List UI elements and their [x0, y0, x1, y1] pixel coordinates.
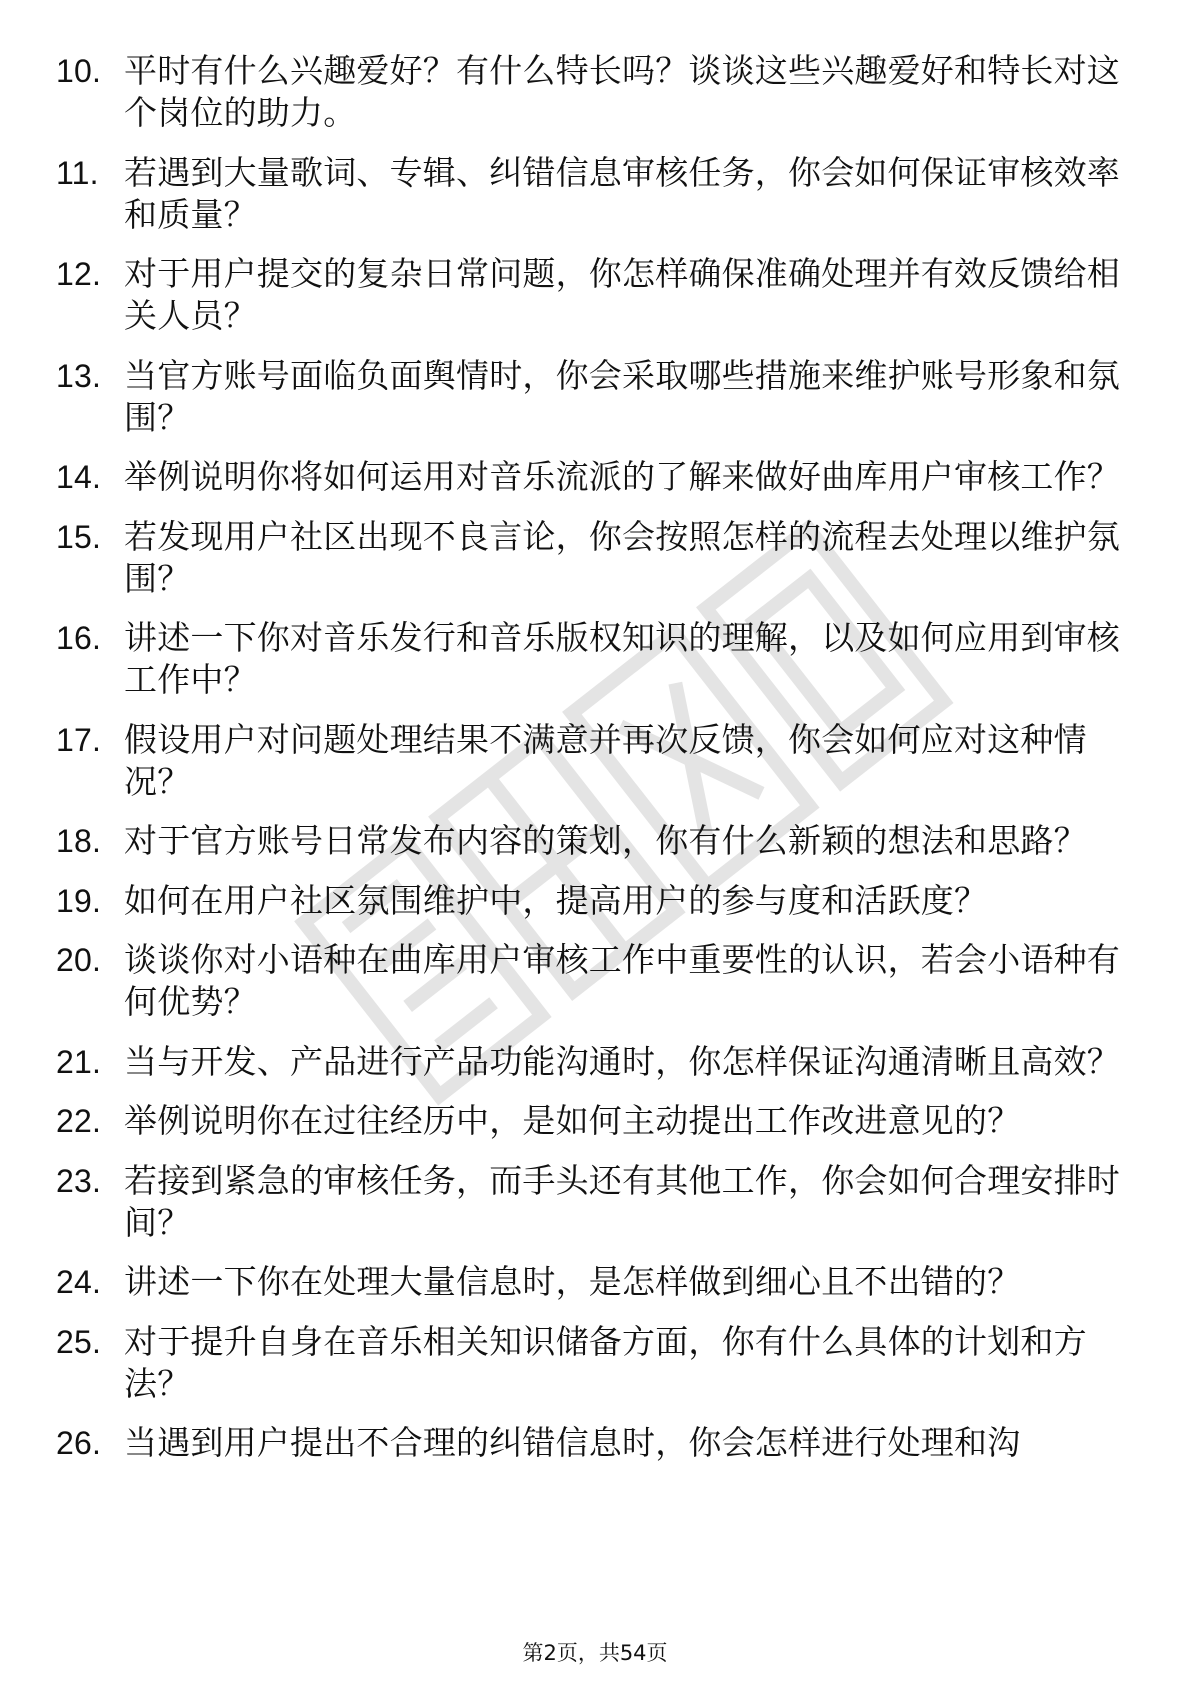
- question-item: [56, 1160, 1146, 1244]
- question-number: 16.: [56, 620, 102, 656]
- question-number: 14.: [56, 459, 102, 495]
- question-text: 讲述一下你对音乐发行和音乐版权知识的理解，以及如何应用到审核工作中？: [124, 618, 1120, 699]
- question-number: 22.: [56, 1103, 102, 1139]
- question-item: [56, 50, 1146, 134]
- question-number: 20.: [56, 942, 102, 978]
- question-item: [56, 820, 1146, 862]
- question-text: 当官方账号面临负面舆情时，你会采取哪些措施来维护账号形象和氛围？: [124, 355, 1120, 437]
- question-text: 若接到紧急的审核任务，而手头还有其他工作，你会如何合理安排时间？: [124, 1160, 1120, 1242]
- question-number: 12.: [56, 256, 102, 292]
- question-text: 对于提升自身在音乐相关知识储备方面，你有什么具体的计划和方法？: [124, 1321, 1087, 1403]
- question-item: [56, 253, 1146, 337]
- question-text: 举例说明你在过往经历中，是如何主动提出工作改进意见的？: [124, 1101, 1021, 1140]
- question-number: 11.: [56, 154, 99, 191]
- question-item: [56, 939, 1146, 1023]
- question-text: 假设用户对问题处理结果不满意并再次反馈，你会如何应对这种情况？: [124, 719, 1087, 801]
- question-number: 13.: [56, 357, 102, 394]
- question-item: [56, 880, 1146, 922]
- question-number: 23.: [56, 1162, 102, 1199]
- question-number: 15.: [56, 518, 102, 555]
- question-number: 26.: [56, 1425, 102, 1461]
- question-item: [56, 1321, 1146, 1405]
- question-item: [56, 719, 1146, 803]
- question-item: [56, 456, 1146, 498]
- question-text: 对于用户提交的复杂日常问题，你怎样确保准确处理并有效反馈给相关人员？: [124, 254, 1120, 335]
- page-number-footer: 第2页，共54页: [522, 1641, 668, 1665]
- question-number: 10.: [56, 53, 102, 89]
- question-item: [56, 355, 1146, 439]
- question-item: [56, 1041, 1146, 1083]
- question-item: [56, 617, 1146, 701]
- question-item: [56, 1422, 1146, 1464]
- question-text: 当与开发、产品进行产品功能沟通时，你怎样保证沟通清晰且高效？: [124, 1041, 1120, 1081]
- question-text: 当遇到用户提出不合理的纠错信息时，你会怎样进行处理和沟: [124, 1423, 1021, 1462]
- question-text: 讲述一下你在处理大量信息时，是怎样做到细心且不出错的？: [124, 1262, 1021, 1301]
- question-item: [56, 516, 1146, 600]
- question-number: 21.: [56, 1043, 102, 1080]
- question-number: 18.: [56, 823, 102, 859]
- question-text: 若遇到大量歌词、专辑、纠错信息审核任务，你会如何保证审核效率和质量？: [124, 152, 1120, 234]
- question-number: 19.: [56, 882, 102, 919]
- question-item: [56, 1100, 1146, 1142]
- question-number: 24.: [56, 1264, 102, 1300]
- question-item: [56, 1261, 1146, 1303]
- question-text: 谈谈你对小语种在曲库用户审核工作中重要性的认识，若会小语种有何优势？: [124, 940, 1120, 1021]
- question-number: 17.: [56, 721, 102, 758]
- question-text: 举例说明你将如何运用对音乐流派的了解来做好曲库用户审核工作？: [124, 457, 1120, 496]
- question-number: 25.: [56, 1323, 102, 1360]
- question-item: [56, 152, 1146, 236]
- question-text: 对于官方账号日常发布内容的策划，你有什么新颖的想法和思路？: [124, 821, 1087, 860]
- question-text: 如何在用户社区氛围维护中，提高用户的参与度和活跃度？: [124, 880, 988, 920]
- question-text: 平时有什么兴趣爱好？有什么特长吗？谈谈这些兴趣爱好和特长对这个岗位的助力。: [124, 51, 1120, 132]
- question-list: [56, 50, 1146, 1482]
- question-text: 若发现用户社区出现不良言论，你会按照怎样的流程去处理以维护氛围？: [124, 516, 1120, 598]
